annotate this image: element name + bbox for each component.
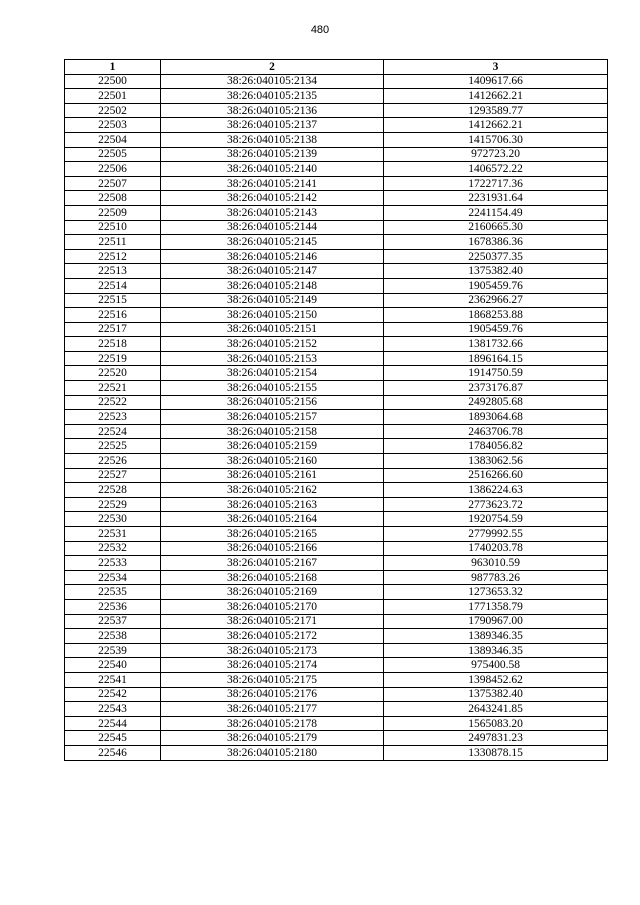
row-number-cell: 22508 — [65, 191, 161, 206]
page-number: 480 — [310, 24, 330, 36]
cadastral-number-cell: 38:26:040105:2164 — [161, 512, 384, 527]
table-row — [65, 702, 608, 717]
table-row — [65, 191, 608, 206]
table-row — [65, 351, 608, 366]
row-number-cell: 22513 — [65, 264, 161, 279]
table-row — [65, 483, 608, 498]
cadastral-number-cell: 38:26:040105:2141 — [161, 176, 384, 191]
row-number-cell: 22537 — [65, 614, 161, 629]
cadastral-number-cell: 38:26:040105:2136 — [161, 103, 384, 118]
value-cell: 2643241.85 — [384, 702, 608, 717]
row-number-cell: 22541 — [65, 672, 161, 687]
value-cell: 1771358.79 — [384, 599, 608, 614]
cadastral-number-cell: 38:26:040105:2143 — [161, 205, 384, 220]
cadastral-number-cell: 38:26:040105:2172 — [161, 629, 384, 644]
cadastral-number-cell: 38:26:040105:2173 — [161, 643, 384, 658]
row-number-cell: 22521 — [65, 381, 161, 396]
cadastral-number-cell: 38:26:040105:2177 — [161, 702, 384, 717]
row-number-cell: 22510 — [65, 220, 161, 235]
table-row — [65, 410, 608, 425]
value-cell: 1389346.35 — [384, 629, 608, 644]
row-number-cell: 22534 — [65, 570, 161, 585]
column-header-3: 3 — [384, 60, 608, 75]
value-cell: 2250377.35 — [384, 249, 608, 264]
table-row — [65, 103, 608, 118]
value-cell: 1293589.77 — [384, 103, 608, 118]
cadastral-number-cell: 38:26:040105:2153 — [161, 351, 384, 366]
header-row — [65, 60, 608, 75]
row-number-cell: 22536 — [65, 599, 161, 614]
value-cell: 1784056.82 — [384, 439, 608, 454]
cadastral-number-cell: 38:26:040105:2159 — [161, 439, 384, 454]
registry-table — [64, 59, 608, 761]
value-cell: 1412662.21 — [384, 89, 608, 104]
row-number-cell: 22514 — [65, 278, 161, 293]
cadastral-number-cell: 38:26:040105:2138 — [161, 132, 384, 147]
cadastral-number-cell: 38:26:040105:2179 — [161, 731, 384, 746]
cadastral-number-cell: 38:26:040105:2152 — [161, 337, 384, 352]
table-row — [65, 264, 608, 279]
table-row — [65, 118, 608, 133]
value-cell: 1914750.59 — [384, 366, 608, 381]
table-row — [65, 527, 608, 542]
row-number-cell: 22507 — [65, 176, 161, 191]
row-number-cell: 22525 — [65, 439, 161, 454]
table-row — [65, 643, 608, 658]
column-header-2: 2 — [161, 60, 384, 75]
value-cell: 1920754.59 — [384, 512, 608, 527]
table-row — [65, 585, 608, 600]
row-number-cell: 22530 — [65, 512, 161, 527]
row-number-cell: 22543 — [65, 702, 161, 717]
cadastral-number-cell: 38:26:040105:2150 — [161, 308, 384, 323]
cadastral-number-cell: 38:26:040105:2146 — [161, 249, 384, 264]
cadastral-number-cell: 38:26:040105:2144 — [161, 220, 384, 235]
cadastral-number-cell: 38:26:040105:2167 — [161, 556, 384, 571]
value-cell: 1381732.66 — [384, 337, 608, 352]
value-cell: 1740203.78 — [384, 541, 608, 556]
table-row — [65, 132, 608, 147]
table-row — [65, 570, 608, 585]
table-row — [65, 176, 608, 191]
value-cell: 2497831.23 — [384, 731, 608, 746]
row-number-cell: 22540 — [65, 658, 161, 673]
cadastral-number-cell: 38:26:040105:2168 — [161, 570, 384, 585]
cadastral-number-cell: 38:26:040105:2145 — [161, 235, 384, 250]
table-row — [65, 745, 608, 760]
cadastral-number-cell: 38:26:040105:2180 — [161, 745, 384, 760]
cadastral-number-cell: 38:26:040105:2154 — [161, 366, 384, 381]
cadastral-number-cell: 38:26:040105:2155 — [161, 381, 384, 396]
table-row — [65, 424, 608, 439]
cadastral-number-cell: 38:26:040105:2157 — [161, 410, 384, 425]
value-cell: 1273653.32 — [384, 585, 608, 600]
table-row — [65, 512, 608, 527]
cadastral-number-cell: 38:26:040105:2160 — [161, 454, 384, 469]
table-row — [65, 162, 608, 177]
table-row — [65, 439, 608, 454]
row-number-cell: 22506 — [65, 162, 161, 177]
row-number-cell: 22512 — [65, 249, 161, 264]
row-number-cell: 22523 — [65, 410, 161, 425]
table-row — [65, 381, 608, 396]
value-cell: 2362966.27 — [384, 293, 608, 308]
cadastral-number-cell: 38:26:040105:2174 — [161, 658, 384, 673]
row-number-cell: 22538 — [65, 629, 161, 644]
table-row — [65, 468, 608, 483]
value-cell: 2492805.68 — [384, 395, 608, 410]
value-cell: 1415706.30 — [384, 132, 608, 147]
value-cell: 1722717.36 — [384, 176, 608, 191]
table-row — [65, 366, 608, 381]
row-number-cell: 22515 — [65, 293, 161, 308]
cadastral-number-cell: 38:26:040105:2137 — [161, 118, 384, 133]
table-row — [65, 220, 608, 235]
value-cell: 1905459.76 — [384, 278, 608, 293]
cadastral-number-cell: 38:26:040105:2163 — [161, 497, 384, 512]
table-row — [65, 716, 608, 731]
table-row — [65, 629, 608, 644]
row-number-cell: 22529 — [65, 497, 161, 512]
value-cell: 1386224.63 — [384, 483, 608, 498]
row-number-cell: 22511 — [65, 235, 161, 250]
table-row — [65, 235, 608, 250]
value-cell: 2373176.87 — [384, 381, 608, 396]
table-row — [65, 556, 608, 571]
value-cell: 1398452.62 — [384, 672, 608, 687]
row-number-cell: 22520 — [65, 366, 161, 381]
row-number-cell: 22501 — [65, 89, 161, 104]
table-row — [65, 599, 608, 614]
row-number-cell: 22532 — [65, 541, 161, 556]
value-cell: 1406572.22 — [384, 162, 608, 177]
cadastral-number-cell: 38:26:040105:2158 — [161, 424, 384, 439]
cadastral-number-cell: 38:26:040105:2156 — [161, 395, 384, 410]
row-number-cell: 22519 — [65, 351, 161, 366]
row-number-cell: 22528 — [65, 483, 161, 498]
cadastral-number-cell: 38:26:040105:2134 — [161, 74, 384, 89]
cadastral-number-cell: 38:26:040105:2147 — [161, 264, 384, 279]
row-number-cell: 22535 — [65, 585, 161, 600]
value-cell: 2463706.78 — [384, 424, 608, 439]
table-row — [65, 658, 608, 673]
table-body — [65, 74, 608, 760]
cadastral-number-cell: 38:26:040105:2165 — [161, 527, 384, 542]
cadastral-number-cell: 38:26:040105:2151 — [161, 322, 384, 337]
table-row — [65, 278, 608, 293]
value-cell: 1565083.20 — [384, 716, 608, 731]
column-header-1: 1 — [65, 60, 161, 75]
table-row — [65, 541, 608, 556]
table-row — [65, 308, 608, 323]
cadastral-number-cell: 38:26:040105:2169 — [161, 585, 384, 600]
row-number-cell: 22509 — [65, 205, 161, 220]
row-number-cell: 22531 — [65, 527, 161, 542]
row-number-cell: 22527 — [65, 468, 161, 483]
value-cell: 987783.26 — [384, 570, 608, 585]
cadastral-number-cell: 38:26:040105:2170 — [161, 599, 384, 614]
value-cell: 2779992.55 — [384, 527, 608, 542]
value-cell: 1412662.21 — [384, 118, 608, 133]
cadastral-number-cell: 38:26:040105:2166 — [161, 541, 384, 556]
cadastral-number-cell: 38:26:040105:2175 — [161, 672, 384, 687]
value-cell: 2773623.72 — [384, 497, 608, 512]
cadastral-number-cell: 38:26:040105:2149 — [161, 293, 384, 308]
row-number-cell: 22517 — [65, 322, 161, 337]
value-cell: 975400.58 — [384, 658, 608, 673]
table-row — [65, 205, 608, 220]
row-number-cell: 22518 — [65, 337, 161, 352]
value-cell: 1896164.15 — [384, 351, 608, 366]
value-cell: 1375382.40 — [384, 687, 608, 702]
row-number-cell: 22500 — [65, 74, 161, 89]
value-cell: 1375382.40 — [384, 264, 608, 279]
table-row — [65, 322, 608, 337]
table-row — [65, 395, 608, 410]
value-cell: 1330878.15 — [384, 745, 608, 760]
row-number-cell: 22524 — [65, 424, 161, 439]
value-cell: 1678386.36 — [384, 235, 608, 250]
value-cell: 1905459.76 — [384, 322, 608, 337]
value-cell: 1893064.68 — [384, 410, 608, 425]
row-number-cell: 22545 — [65, 731, 161, 746]
cadastral-number-cell: 38:26:040105:2161 — [161, 468, 384, 483]
table-row — [65, 497, 608, 512]
value-cell: 2241154.49 — [384, 205, 608, 220]
table-row — [65, 687, 608, 702]
cadastral-number-cell: 38:26:040105:2139 — [161, 147, 384, 162]
row-number-cell: 22504 — [65, 132, 161, 147]
row-number-cell: 22542 — [65, 687, 161, 702]
value-cell: 1790967.00 — [384, 614, 608, 629]
value-cell: 963010.59 — [384, 556, 608, 571]
table-row — [65, 249, 608, 264]
value-cell: 1383062.56 — [384, 454, 608, 469]
row-number-cell: 22546 — [65, 745, 161, 760]
value-cell: 2516266.60 — [384, 468, 608, 483]
cadastral-number-cell: 38:26:040105:2176 — [161, 687, 384, 702]
cadastral-number-cell: 38:26:040105:2148 — [161, 278, 384, 293]
value-cell: 1389346.35 — [384, 643, 608, 658]
row-number-cell: 22544 — [65, 716, 161, 731]
cadastral-number-cell: 38:26:040105:2162 — [161, 483, 384, 498]
table-row — [65, 74, 608, 89]
table-row — [65, 672, 608, 687]
value-cell: 972723.20 — [384, 147, 608, 162]
value-cell: 1409617.66 — [384, 74, 608, 89]
cadastral-number-cell: 38:26:040105:2171 — [161, 614, 384, 629]
row-number-cell: 22533 — [65, 556, 161, 571]
table-row — [65, 337, 608, 352]
table-row — [65, 731, 608, 746]
table-row — [65, 89, 608, 104]
value-cell: 2231931.64 — [384, 191, 608, 206]
row-number-cell: 22539 — [65, 643, 161, 658]
value-cell: 1868253.88 — [384, 308, 608, 323]
cadastral-number-cell: 38:26:040105:2142 — [161, 191, 384, 206]
value-cell: 2160665.30 — [384, 220, 608, 235]
row-number-cell: 22505 — [65, 147, 161, 162]
table-row — [65, 454, 608, 469]
row-number-cell: 22503 — [65, 118, 161, 133]
row-number-cell: 22522 — [65, 395, 161, 410]
cadastral-number-cell: 38:26:040105:2178 — [161, 716, 384, 731]
cadastral-number-cell: 38:26:040105:2135 — [161, 89, 384, 104]
cadastral-number-cell: 38:26:040105:2140 — [161, 162, 384, 177]
row-number-cell: 22502 — [65, 103, 161, 118]
row-number-cell: 22526 — [65, 454, 161, 469]
table-row — [65, 293, 608, 308]
table-header — [65, 60, 608, 75]
table-row — [65, 614, 608, 629]
table-row — [65, 147, 608, 162]
row-number-cell: 22516 — [65, 308, 161, 323]
